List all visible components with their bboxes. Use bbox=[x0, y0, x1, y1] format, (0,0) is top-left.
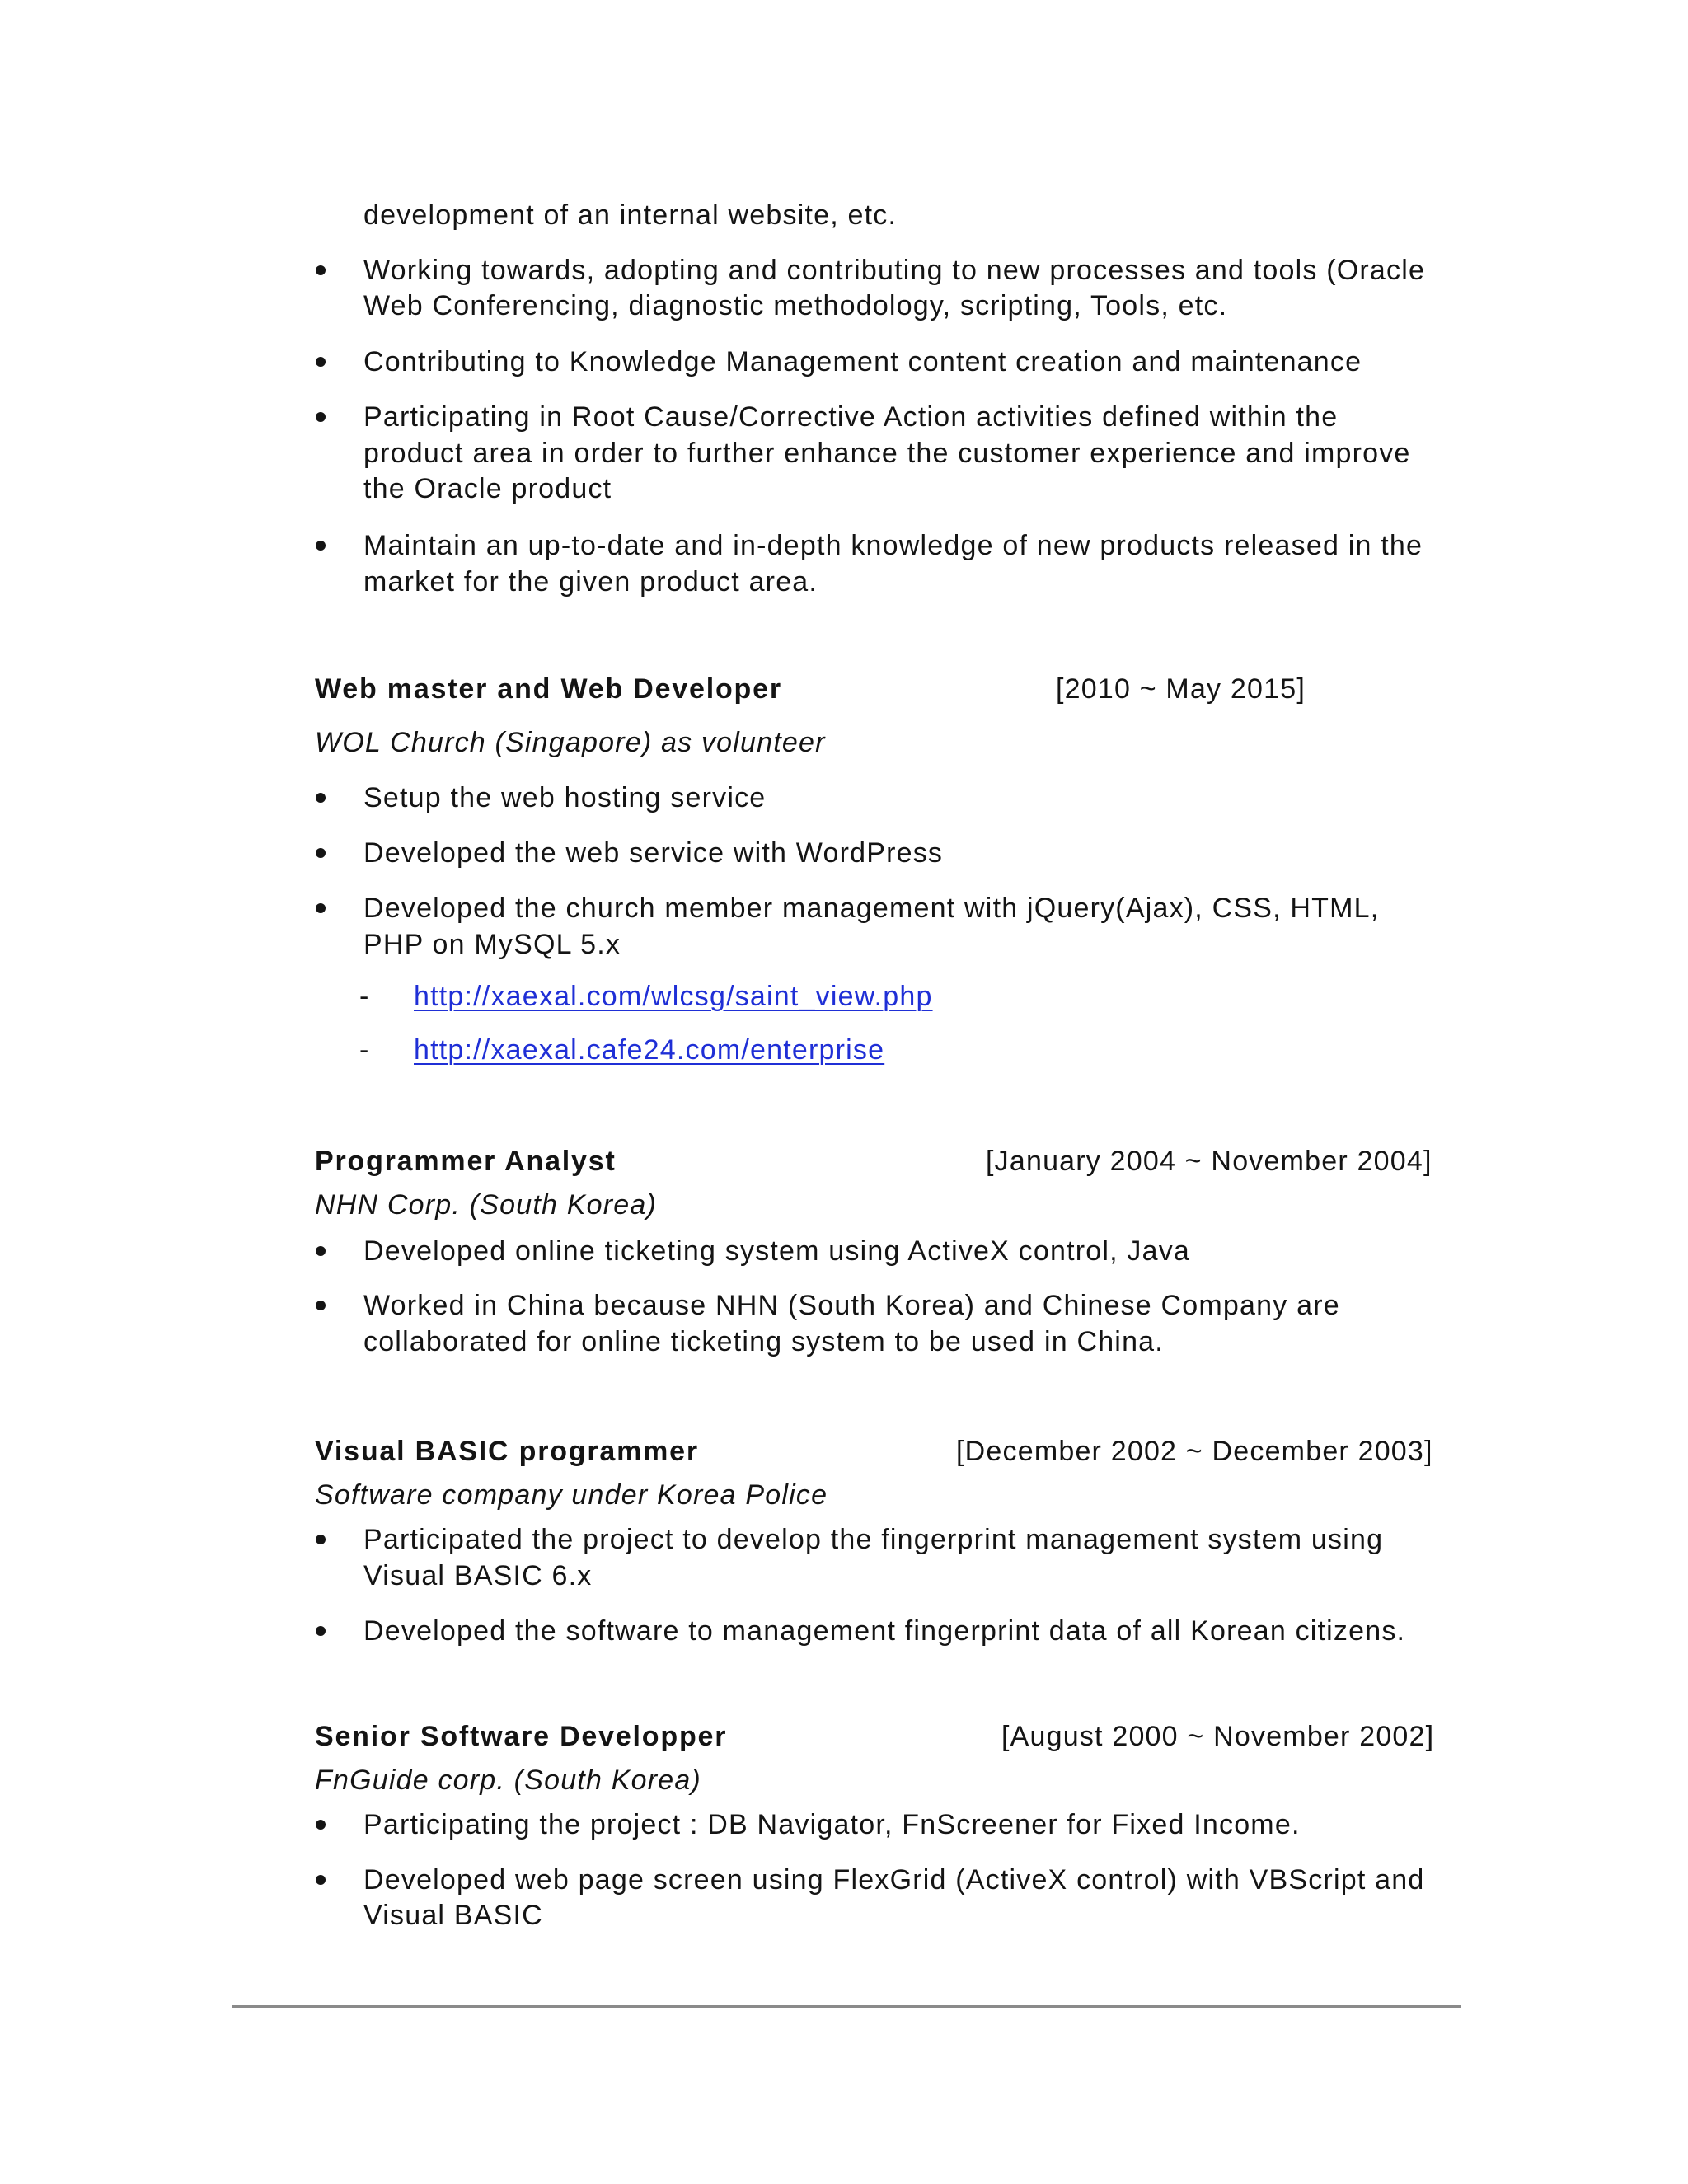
bullet-icon bbox=[316, 357, 326, 367]
job-company: FnGuide corp. (South Korea) bbox=[315, 1765, 701, 1796]
job-dates: [January 2004 ~ November 2004] bbox=[986, 1146, 1432, 1177]
bullet-icon bbox=[316, 265, 326, 275]
bullet-icon bbox=[316, 1535, 326, 1544]
bullet-line: Developed web page screen using FlexGrid (ActiveX control) with VBScript and bbox=[363, 1864, 1425, 1896]
bullet-line: Developed the web service with WordPress bbox=[363, 837, 944, 869]
job-company: WOL Church (Singapore) as volunteer bbox=[315, 727, 826, 758]
bullet-line: Participated the project to develop the fingerprint management system using bbox=[363, 1524, 1384, 1555]
job-company: NHN Corp. (South Korea) bbox=[315, 1189, 657, 1221]
bullet-line: Worked in China because NHN (South Korea) and Chinese Company are bbox=[363, 1290, 1340, 1321]
bullet-line: Setup the web hosting service bbox=[363, 782, 767, 813]
bullet-icon bbox=[316, 1875, 326, 1885]
bullet-line: Visual BASIC bbox=[363, 1900, 543, 1931]
bullet-line: product area in order to further enhance the customer experience and improve bbox=[363, 438, 1411, 469]
bullet-line: market for the given product area. bbox=[363, 566, 818, 598]
bullet-line: Participating the project : DB Navigator, FnScreener for Fixed Income. bbox=[363, 1809, 1301, 1840]
bullet-icon bbox=[316, 1246, 326, 1256]
bullet-icon bbox=[316, 1820, 326, 1830]
continuation-text: development of an internal website, etc. bbox=[363, 199, 898, 231]
bullet-line: Participating in Root Cause/Corrective Action activities defined within the bbox=[363, 401, 1339, 433]
bullet-line: Visual BASIC 6.x bbox=[363, 1560, 593, 1591]
bullet-line: Working towards, adopting and contributing to new processes and tools (Oracle bbox=[363, 255, 1426, 286]
job-title: Programmer Analyst bbox=[315, 1146, 617, 1177]
bullet-icon bbox=[316, 412, 326, 422]
job-company: Software company under Korea Police bbox=[315, 1479, 828, 1511]
job-dates: [December 2002 ~ December 2003] bbox=[956, 1436, 1433, 1467]
bullet-line: Developed the software to management fingerprint data of all Korean citizens. bbox=[363, 1615, 1406, 1647]
bullet-line: Developed the church member management with jQuery(Ajax), CSS, HTML, bbox=[363, 893, 1380, 924]
job-title: Web master and Web Developer bbox=[315, 673, 782, 705]
job-dates: [2010 ~ May 2015] bbox=[1056, 673, 1306, 705]
bullet-line: Developed online ticketing system using ActiveX control, Java bbox=[363, 1235, 1191, 1267]
link-dash: - bbox=[359, 981, 369, 1012]
saint-view-link[interactable]: http://xaexal.com/wlcsg/saint_view.php bbox=[414, 981, 933, 1012]
enterprise-link[interactable]: http://xaexal.cafe24.com/enterprise bbox=[414, 1034, 885, 1066]
bullet-line: PHP on MySQL 5.x bbox=[363, 929, 621, 960]
bullet-line: Maintain an up-to-date and in-depth knowledge of new products released in the bbox=[363, 530, 1423, 561]
bullet-line: collaborated for online ticketing system to be used in China. bbox=[363, 1326, 1164, 1357]
bullet-line: Contributing to Knowledge Management content creation and maintenance bbox=[363, 346, 1362, 377]
link-dash: - bbox=[359, 1034, 369, 1066]
bullet-icon bbox=[316, 1301, 326, 1310]
footer-divider bbox=[232, 2005, 1461, 2008]
bullet-line: the Oracle product bbox=[363, 473, 612, 504]
bullet-icon bbox=[316, 903, 326, 913]
job-dates: [August 2000 ~ November 2002] bbox=[1001, 1721, 1435, 1752]
bullet-icon bbox=[316, 541, 326, 551]
bullet-icon bbox=[316, 793, 326, 803]
job-title: Visual BASIC programmer bbox=[315, 1436, 699, 1467]
bullet-icon bbox=[316, 848, 326, 858]
bullet-icon bbox=[316, 1626, 326, 1636]
job-title: Senior Software Developper bbox=[315, 1721, 728, 1752]
bullet-line: Web Conferencing, diagnostic methodology, scripting, Tools, etc. bbox=[363, 290, 1228, 321]
